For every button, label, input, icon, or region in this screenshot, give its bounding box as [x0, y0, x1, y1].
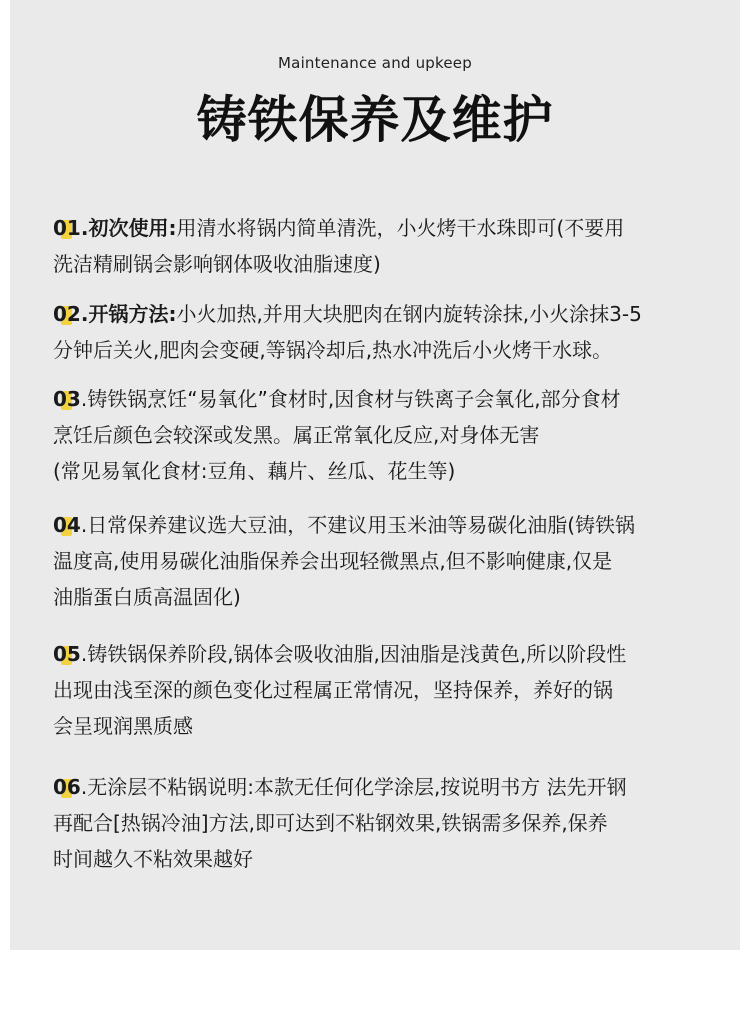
item-line: 再配合[热锅冷油]方法,即可达到不粘钢效果,铁锅需多保养,保养 [53, 811, 608, 835]
item-text: 小火加热,并用大块肥肉在钢内旋转涂抹,小火涂抹3-5 [176, 302, 642, 326]
item-line [53, 296, 733, 332]
item-line: 洗洁精刷锅会影响钢体吸收油脂速度) [53, 252, 381, 276]
care-item-02 [53, 296, 733, 368]
item-line: 时间越久不粘效果越好 [53, 847, 253, 871]
item-line [53, 210, 733, 246]
item-lead: .开锅方法: [80, 302, 177, 326]
item-number: 06 [53, 775, 81, 799]
item-line: 分钟后关火,肥肉会变硬,等锅冷却后,热水冲洗后小火烤干水球。 [53, 338, 613, 362]
care-item-01 [53, 210, 733, 282]
page-title: 铸铁保养及维护 [196, 91, 554, 149]
item-text: .日常保养建议选大豆油，不建议用玉米油等易碳化油脂(铸铁锅 [80, 513, 636, 537]
item-number: 01 [53, 216, 81, 240]
item-number: 04 [53, 513, 81, 537]
care-item-04 [53, 507, 733, 615]
item-line: (常见易氧化食材:豆角、藕片、丝瓜、花生等) [53, 459, 456, 483]
item-line: 会呈现润黑质感 [53, 714, 193, 738]
item-line [53, 381, 733, 417]
item-line: 温度高,使用易碳化油脂保养会出现轻微黑点,但不影响健康,仅是 [53, 549, 613, 573]
care-item-05 [53, 636, 733, 744]
item-text: .无涂层不粘锅说明:本款无任何化学涂层,按说明书方 法先开钢 [80, 775, 627, 799]
item-text: .铸铁锅烹饪“易氧化”食材时,因食材与铁离子会氧化,部分食材 [80, 387, 621, 411]
item-number: 05 [53, 642, 81, 666]
item-line [53, 636, 733, 672]
item-number: 03 [53, 387, 81, 411]
item-text: .铸铁锅保养阶段,锅体会吸收油脂,因油脂是浅黄色,所以阶段性 [80, 642, 627, 666]
item-text: 用清水将锅内简单清洗，小火烤干水珠即可(不要用 [176, 216, 625, 240]
item-lead: .初次使用: [80, 216, 177, 240]
item-line: 油脂蛋白质高温固化) [53, 585, 241, 609]
item-line [53, 507, 733, 543]
item-line: 出现由浅至深的颜色变化过程属正常情况，坚持保养，养好的锅 [53, 678, 613, 702]
page-subtitle: Maintenance and upkeep [278, 54, 472, 72]
item-number: 02 [53, 302, 81, 326]
care-item-06 [53, 769, 733, 877]
care-item-03 [53, 381, 733, 489]
item-line [53, 769, 733, 805]
item-line: 烹饪后颜色会较深或发黑。属正常氧化反应,对身体无害 [53, 423, 540, 447]
